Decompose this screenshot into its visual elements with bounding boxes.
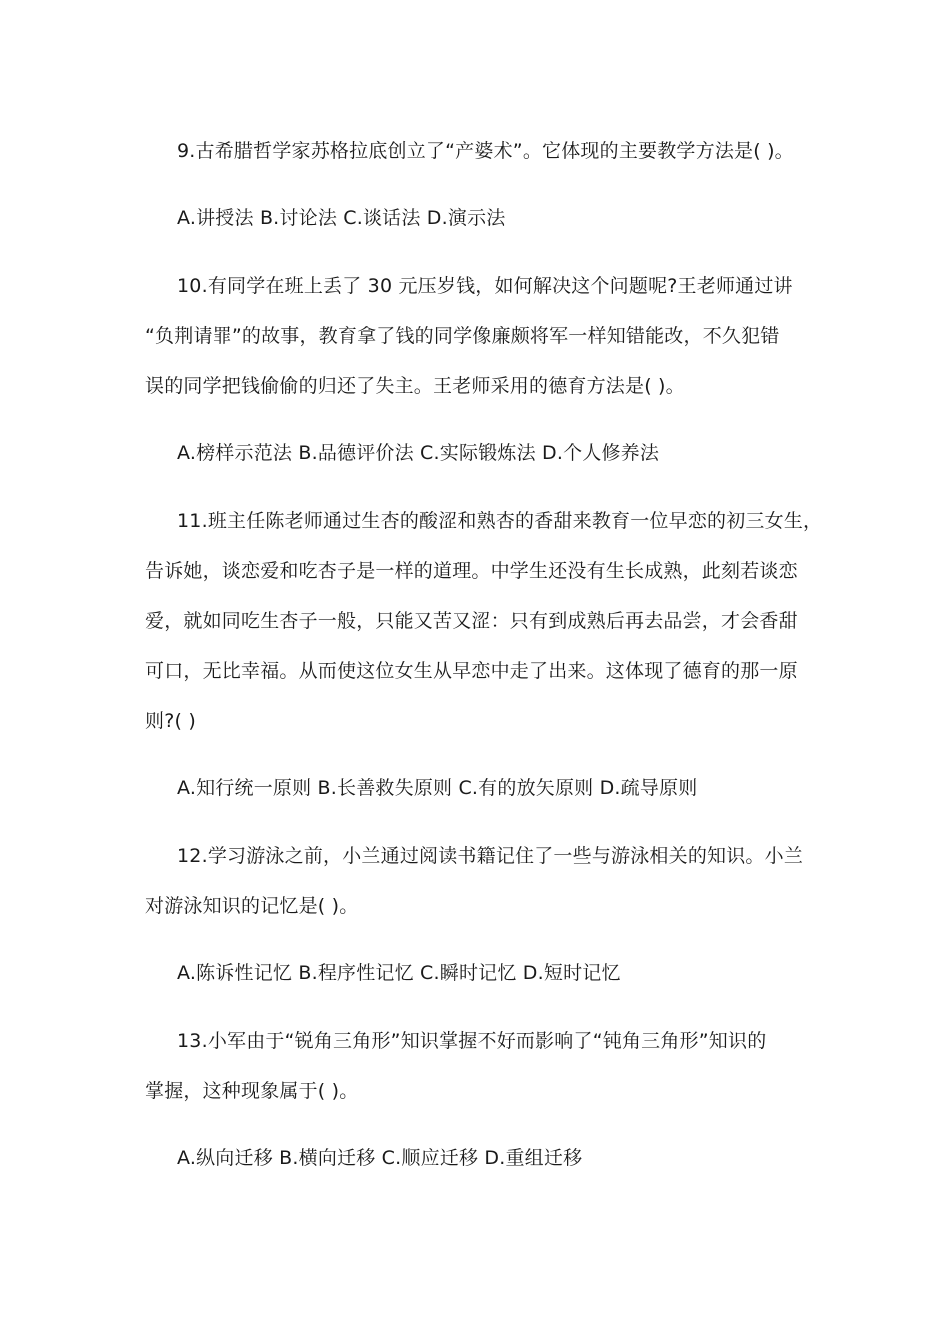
question-13-stem-line-2: 掌握，这种现象属于( )。 bbox=[145, 1080, 359, 1102]
question-10-options: A.榜样示范法 B.品德评价法 C.实际锻炼法 D.个人修养法 bbox=[177, 442, 660, 464]
question-12-options: A.陈诉性记忆 B.程序性记忆 C.瞬时记忆 D.短时记忆 bbox=[177, 962, 621, 984]
question-12-stem-line-2: 对游泳知识的记忆是( )。 bbox=[145, 895, 359, 917]
question-9-options: A.讲授法 B.讨论法 C.谈话法 D.演示法 bbox=[177, 207, 506, 229]
question-11-stem-line-4: 可口，无比幸福。从而使这位女生从早恋中走了出来。这体现了德育的那一原 bbox=[145, 660, 798, 682]
question-11-stem-line-3: 爱，就如同吃生杏子一般，只能又苦又涩：只有到成熟后再去品尝，才会香甜 bbox=[145, 610, 798, 632]
question-13-options: A.纵向迁移 B.横向迁移 C.顺应迁移 D.重组迁移 bbox=[177, 1147, 583, 1169]
question-11-stem-line-5: 则?( ) bbox=[145, 710, 196, 732]
question-12-stem-line-1: 12.学习游泳之前，小兰通过阅读书籍记住了一些与游泳相关的知识。小兰 bbox=[177, 845, 804, 867]
question-10-stem-line-3: 误的同学把钱偷偷的归还了失主。王老师采用的德育方法是( )。 bbox=[145, 375, 685, 397]
question-9-stem-line-1: 9.古希腊哲学家苏格拉底创立了“产婆术”。它体现的主要教学方法是( )。 bbox=[177, 140, 794, 162]
question-13-stem-line-1: 13.小军由于“锐角三角形”知识掌握不好而影响了“钝角三角形”知识的 bbox=[177, 1030, 767, 1052]
question-10-stem-line-1: 10.有同学在班上丢了 30 元压岁钱，如何解决这个问题呢?王老师通过讲 bbox=[177, 275, 793, 297]
question-11-stem-line-2: 告诉她，谈恋爱和吃杏子是一样的道理。中学生还没有生长成熟，此刻若谈恋 bbox=[145, 560, 798, 582]
question-11-options: A.知行统一原则 B.长善救失原则 C.有的放矢原则 D.疏导原则 bbox=[177, 777, 698, 799]
question-10-stem-line-2: “负荆请罪”的故事，教育拿了钱的同学像廉颇将军一样知错能改，不久犯错 bbox=[145, 325, 780, 347]
question-11-stem-line-1: 11.班主任陈老师通过生杏的酸涩和熟杏的香甜来教育一位早恋的初三女生， bbox=[177, 510, 823, 532]
